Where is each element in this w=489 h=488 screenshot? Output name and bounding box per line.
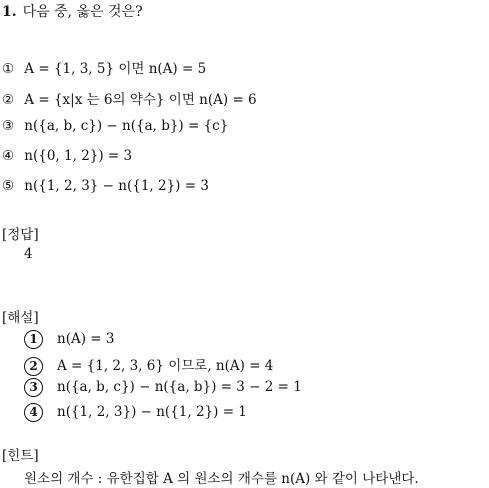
item-text: n(A) = 3 xyxy=(57,331,115,347)
question-number: 1. xyxy=(2,4,17,20)
choice-mark: ④ xyxy=(2,148,15,164)
choice-mark: ③ xyxy=(2,118,15,134)
choice-1[interactable] xyxy=(2,57,206,77)
explanation-item xyxy=(24,330,114,349)
choice-mark: ② xyxy=(2,92,15,108)
choice-text: n({1, 2, 3} − n({1, 2}) = 3 xyxy=(24,178,209,194)
choice-mark: ⑤ xyxy=(2,178,15,194)
item-number: 1 xyxy=(24,330,43,349)
choice-2[interactable] xyxy=(2,88,257,108)
explanation-item xyxy=(24,378,302,397)
item-number: 4 xyxy=(24,403,43,422)
choice-4[interactable] xyxy=(2,148,132,164)
choice-text: A = {x|x 는 6의 약수} 이면 n(A) = 6 xyxy=(24,92,257,108)
choice-mark: ① xyxy=(2,61,15,77)
question-header xyxy=(2,1,143,21)
item-text: A = {1, 2, 3, 6} 이므로, n(A) = 4 xyxy=(57,358,274,374)
question-text: 다음 중, 옳은 것은? xyxy=(22,4,143,20)
explanation-item xyxy=(24,354,273,376)
explanation-label: [해설] xyxy=(2,310,39,326)
hint-text: 원소의 개수 : 유한집합 A 의 원소의 개수를 n(A) 와 같이 나타낸다. xyxy=(24,471,419,487)
choice-5[interactable] xyxy=(2,178,209,194)
item-number: 3 xyxy=(24,378,43,397)
item-text: n({a, b, c}) − n({a, b}) = 3 − 2 = 1 xyxy=(57,379,302,395)
explanation-item xyxy=(24,403,247,422)
answer-label: [정답] xyxy=(2,227,39,243)
choice-3[interactable] xyxy=(2,118,228,134)
item-text: n({1, 2, 3}) − n({1, 2}) = 1 xyxy=(57,404,247,420)
hint-label: [힌트] xyxy=(2,448,39,464)
item-number: 2 xyxy=(24,357,43,376)
choice-text: A = {1, 3, 5} 이면 n(A) = 5 xyxy=(24,61,207,77)
choice-text: n({0, 1, 2}) = 3 xyxy=(24,148,133,164)
answer-value: 4 xyxy=(24,246,33,262)
choice-text: n({a, b, c}) − n({a, b}) = {c} xyxy=(24,118,229,134)
